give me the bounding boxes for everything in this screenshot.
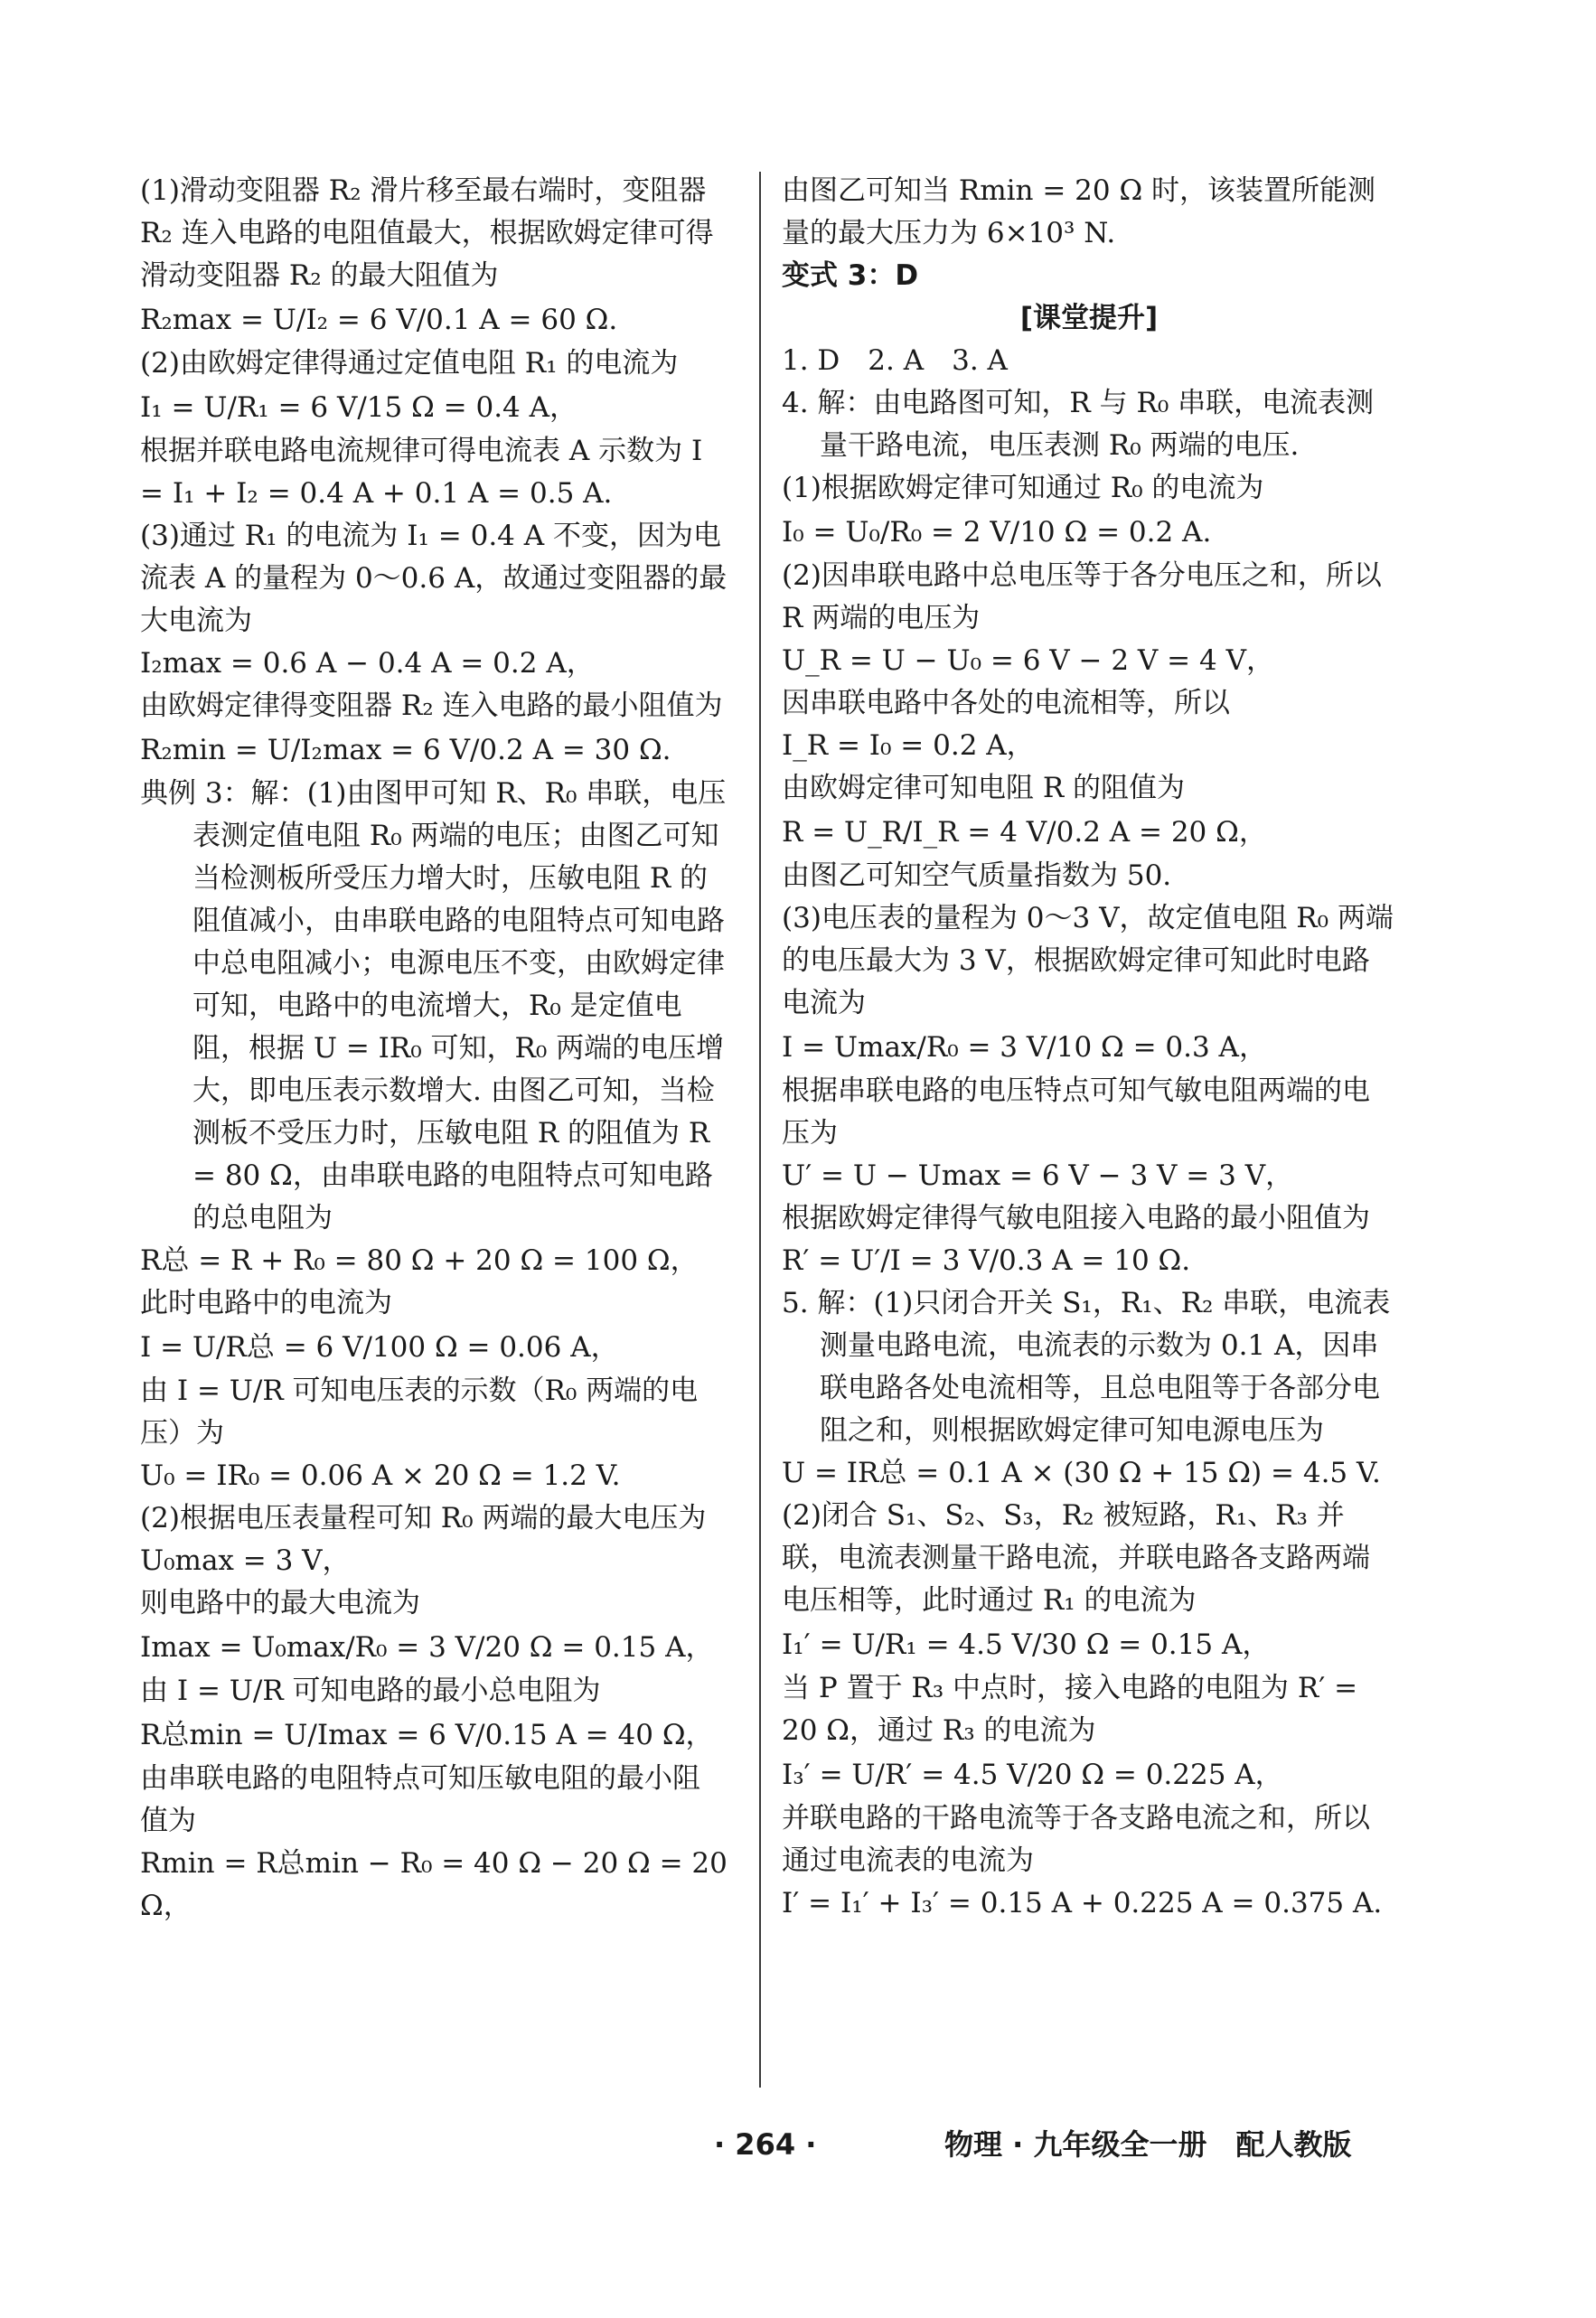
- formula: R总 = R + R₀ = 80 Ω + 20 Ω = 100 Ω，: [140, 1244, 699, 1277]
- formula: R总min = U/Imax = 6 V/0.15 A = 40 Ω，: [140, 1719, 714, 1751]
- formula: R₂max = U/I₂ = 6 V/0.1 A = 60 Ω.: [140, 304, 618, 336]
- book-subject: 物理 · 九年级全一册 配人教版: [944, 2127, 1352, 2162]
- variant-3-answer: 变式 3：D: [782, 259, 919, 292]
- formula: U = IR总 = 0.1 A × (30 Ω + 15 Ω) = 4.5 V.: [782, 1457, 1381, 1489]
- example-3-solution: 典例 3：解：(1)由图甲可知 R、R₀ 串联，电压表测定值电阻 R₀ 两端的电压；由图乙可知当检测板所受压力增大时，压敏电阻 R 的阻值减小，由串联电路的电阻特点可知电路中总电阻减小；电源电压不变，由欧姆定律可知，电路中的电流增大，R₀ 是定值电阻，根据 U = IR₀ 可知，R₀ 两端的电压增大，即电压表示数增大. 由图乙可知，当检测板不受压力时，压敏电阻 R 的阻值为 R = 80 Ω，由串联电路的电阻特点可知电路的总电阻为: [140, 777, 727, 1234]
- paragraph: 此时电路中的电流为: [140, 1287, 392, 1319]
- paragraph: (1)根据欧姆定律可知通过 R₀ 的电流为: [782, 472, 1264, 504]
- paragraph: (3)通过 R₁ 的电流为 I₁ = 0.4 A 不变，因为电流表 A 的量程为 0～0.6 A，故通过变阻器的最大电流为: [140, 520, 728, 637]
- paragraph: 由 I = U/R 可知电压表的示数（R₀ 两端的电压）为: [140, 1375, 699, 1450]
- left-column: [140, 170, 728, 1928]
- section-heading: [课堂提升]: [1019, 302, 1159, 334]
- formula: Imax = U₀max/R₀ = 3 V/20 Ω = 0.15 A，: [140, 1631, 714, 1664]
- paragraph: (3)电压表的量程为 0～3 V，故定值电阻 R₀ 两端的电压最大为 3 V，根据欧姆定律可知此时电路电流为: [782, 902, 1394, 1019]
- paragraph: 根据欧姆定律得气敏电阻接入电路的最小阻值为 R′ = U′/I = 3 V/0.3 A = 10 Ω.: [782, 1202, 1370, 1277]
- paragraph: 由串联电路的电阻特点可知压敏电阻的最小阻值为: [140, 1762, 700, 1837]
- page-number: · 264 ·: [714, 2127, 817, 2162]
- right-column: [782, 170, 1396, 1925]
- paragraph: (2)根据电压表量程可知 R₀ 两端的最大电压为 U₀max = 3 V，: [140, 1502, 707, 1577]
- paragraph: 因串联电路中各处的电流相等，所以: [782, 687, 1230, 719]
- paragraph: (2)因串联电路中总电压等于各分电压之和，所以 R 两端的电压为: [782, 559, 1382, 634]
- formula: U′ = U − Umax = 6 V − 3 V = 3 V，: [782, 1159, 1294, 1192]
- paragraph: 则电路中的最大电流为: [140, 1587, 420, 1619]
- paragraph: 根据并联电路电流规律可得电流表 A 示数为 I = I₁ + I₂ = 0.4 A + 0.1 A = 0.5 A.: [140, 435, 703, 510]
- formula: I′ = I₁′ + I₃′ = 0.15 A + 0.225 A = 0.375 A.: [782, 1887, 1383, 1919]
- paragraph: 由欧姆定律得变阻器 R₂ 连入电路的最小阻值为: [140, 690, 723, 722]
- paragraph: 由欧姆定律可知电阻 R 的阻值为: [782, 772, 1186, 804]
- formula: Rmin = R总min − R₀ = 40 Ω − 20 Ω = 20 Ω，: [140, 1847, 728, 1922]
- formula: I₀ = U₀/R₀ = 2 V/10 Ω = 0.2 A.: [782, 516, 1212, 549]
- formula: I₃′ = U/R′ = 4.5 V/20 Ω = 0.225 A，: [782, 1759, 1283, 1791]
- formula: I = U/R总 = 6 V/100 Ω = 0.06 A，: [140, 1331, 619, 1364]
- paragraph: (2)闭合 S₁、S₂、S₃，R₂ 被短路，R₁、R₃ 并联，电流表测量干路电流，并联电路各支路两端电压相等，此时通过 R₁ 的电流为: [782, 1499, 1370, 1617]
- formula: I₂max = 0.6 A − 0.4 A = 0.2 A，: [140, 647, 595, 680]
- formula: U₀ = IR₀ = 0.06 A × 20 Ω = 1.2 V.: [140, 1459, 621, 1492]
- formula: I = Umax/R₀ = 3 V/10 Ω = 0.3 A，: [782, 1031, 1267, 1064]
- column-divider: [759, 172, 761, 2088]
- formula: R = U_R/I_R = 4 V/0.2 A = 20 Ω，: [782, 816, 1267, 849]
- answers-1-3: 1. D 2. A 3. A: [782, 344, 1008, 377]
- paragraph: 由图乙可知当 Rmin = 20 Ω 时，该装置所能测量的最大压力为 6×10³ N.: [782, 174, 1376, 249]
- paragraph: (1)滑动变阻器 R₂ 滑片移至最右端时，变阻器 R₂ 连入电路的电阻值最大，根据欧姆定律可得滑动变阻器 R₂ 的最大阻值为: [140, 174, 714, 292]
- paragraph: 根据串联电路的电压特点可知气敏电阻两端的电压为: [782, 1075, 1370, 1150]
- paragraph: 当 P 置于 R₃ 中点时，接入电路的电阻为 R′ = 20 Ω，通过 R₃ 的电流为: [782, 1672, 1358, 1747]
- formula: U_R = U − U₀ = 6 V − 2 V = 4 V，: [782, 644, 1274, 677]
- paragraph: 由图乙可知空气质量指数为 50.: [782, 859, 1172, 892]
- formula: I₁ = U/R₁ = 6 V/15 Ω = 0.4 A，: [140, 391, 578, 424]
- question-4-solution: 4. 解：由电路图可知，R 与 R₀ 串联，电流表测量干路电流，电压表测 R₀ 两端的电压.: [782, 387, 1375, 462]
- paragraph: (2)由欧姆定律得通过定值电阻 R₁ 的电流为: [140, 347, 679, 380]
- formula: I_R = I₀ = 0.2 A，: [782, 729, 1035, 762]
- formula: I₁′ = U/R₁ = 4.5 V/30 Ω = 0.15 A，: [782, 1628, 1271, 1661]
- paragraph: 并联电路的干路电流等于各支路电流之和，所以通过电流表的电流为: [782, 1802, 1370, 1877]
- question-5-solution: 5. 解：(1)只闭合开关 S₁，R₁、R₂ 串联，电流表测量电路电流，电流表的示数为 0.1 A，因串联电路各处电流相等，且总电阻等于各部分电阻之和，则根据欧姆定律可知电源电压为: [782, 1287, 1391, 1447]
- formula: R₂min = U/I₂max = 6 V/0.2 A = 30 Ω.: [140, 734, 671, 766]
- paragraph: 由 I = U/R 可知电路的最小总电阻为: [140, 1675, 601, 1707]
